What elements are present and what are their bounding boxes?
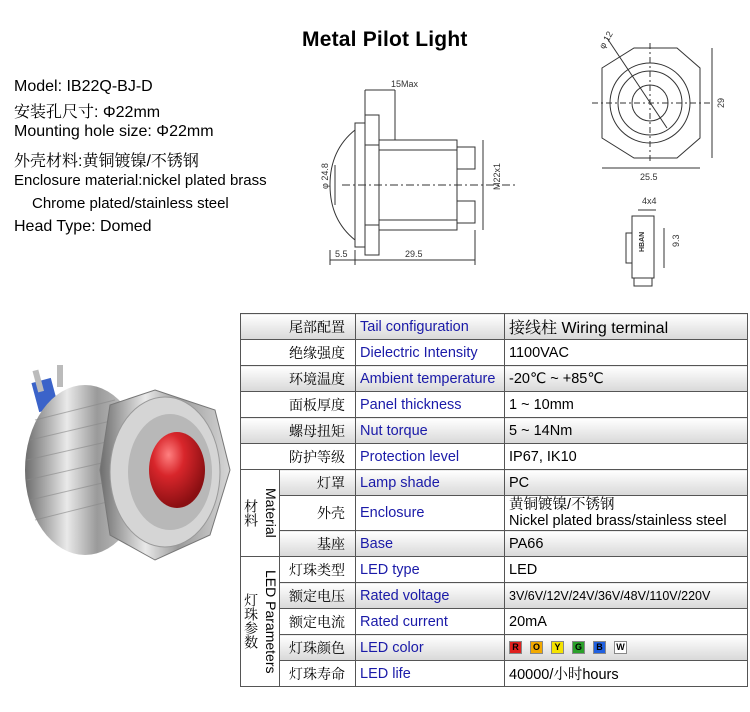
row-label-cn: 额定电流 [280,609,356,635]
row-label-cn: 面板厚度 [241,392,356,418]
side-view-drawing [315,75,525,270]
spec-table [240,313,748,687]
dim-d24-8: φ 24.8 [320,163,330,189]
row-value-line: 黄铜镀镍/不锈钢 [509,497,615,513]
row-label-en: Lamp shade [356,470,505,496]
row-label-cn: 尾部配置 [241,314,356,340]
front-view-drawing [582,28,732,188]
spec-model: Model: IB22Q-BJ-D [14,78,153,95]
row-label-en: Base [356,531,505,557]
row-value: 1100VAC [505,340,748,366]
row-label-cn: 绝缘强度 [241,340,356,366]
led-color-swatch: Y [551,641,564,654]
row-label-en: Ambient temperature [356,366,505,392]
led-color-swatch: W [614,641,627,654]
row-value-line: Nickel plated brass/stainless steel [509,513,727,529]
row-label-cn: 灯珠颜色 [280,635,356,661]
table-row [241,531,748,557]
table-row [241,496,748,531]
table-row [241,392,748,418]
row-value: 接线柱 Wiring terminal [505,314,748,340]
terminal-detail-drawing [618,188,708,298]
dim-29: 29 [716,97,726,108]
row-value: PC [505,470,748,496]
led-color-swatch: R [509,641,522,654]
spec-hole-cn: 安装孔尺寸: Φ22mm [14,104,161,121]
row-label-cn: 防护等级 [241,444,356,470]
row-label-en: Enclosure [356,496,505,531]
row-value: 20mA [505,609,748,635]
row-value [505,496,748,531]
row-value [505,635,748,661]
spec-enclosure-en: Enclosure material:nickel plated brass [14,172,267,189]
material-group-cn: 材料 [243,498,260,527]
row-value: 40000/小时hours [505,661,748,687]
row-value: 3V/6V/12V/24V/36V/48V/110V/220V [505,583,748,609]
dim-d12: φ 12 [597,29,615,51]
page-title: Metal Pilot Light [302,28,468,51]
row-value: IP67, IK10 [505,444,748,470]
table-row [241,557,748,583]
row-label-en: Rated voltage [356,583,505,609]
table-row [241,444,748,470]
row-value: LED [505,557,748,583]
dim-m22: M22x1 [492,162,502,190]
row-label-en: LED type [356,557,505,583]
table-row [241,583,748,609]
table-row [241,661,748,687]
row-label-en: LED color [356,635,505,661]
spec-chrome: Chrome plated/stainless steel [32,195,229,212]
led-color-swatch: B [593,641,606,654]
row-label-cn: 灯珠类型 [280,557,356,583]
table-row [241,418,748,444]
led-group [241,557,280,687]
dim-25-5: 25.5 [640,172,658,182]
table-row [241,314,748,340]
dim-29-5: 29.5 [405,249,423,259]
row-label-en: LED life [356,661,505,687]
row-value: 5 ~ 14Nm [505,418,748,444]
led-group-cn: 灯珠参数 [243,593,260,650]
material-group [241,470,280,557]
row-label-cn: 额定电压 [280,583,356,609]
row-label-cn: 外壳 [280,496,356,531]
row-label-cn: 灯罩 [280,470,356,496]
row-label-en: Protection level [356,444,505,470]
row-value: PA66 [505,531,748,557]
led-group-en: LED Parameters [263,569,280,674]
spec-enclosure-cn: 外壳材料:黄铜镀镍/不锈钢 [14,153,199,170]
row-label-en: Tail configuration [356,314,505,340]
dim-9-3: 9.3 [671,234,681,247]
row-label-en: Dielectric Intensity [356,340,505,366]
table-row [241,366,748,392]
table-row [241,635,748,661]
row-label-en: Nut torque [356,418,505,444]
product-photo [5,360,235,575]
row-value: -20℃ ~ +85℃ [505,366,748,392]
table-row [241,470,748,496]
row-label-cn: 灯珠寿命 [280,661,356,687]
table-row [241,609,748,635]
row-label-en: Rated current [356,609,505,635]
spec-head-type: Head Type: Domed [14,218,152,235]
brand-label: HBAN [639,231,646,252]
row-label-en: Panel thickness [356,392,505,418]
led-color-swatch: G [572,641,585,654]
table-row [241,340,748,366]
led-color-swatch: O [530,641,543,654]
row-label-cn: 螺母扭矩 [241,418,356,444]
row-label-cn: 环境温度 [241,366,356,392]
dim-15max: 15Max [391,79,419,89]
material-group-en: Material [263,488,280,538]
row-value: 1 ~ 10mm [505,392,748,418]
row-label-cn: 基座 [280,531,356,557]
dim-5-5: 5.5 [335,249,348,259]
dim-4x4: 4x4 [642,196,657,206]
spec-hole-en: Mounting hole size: Φ22mm [14,123,214,140]
